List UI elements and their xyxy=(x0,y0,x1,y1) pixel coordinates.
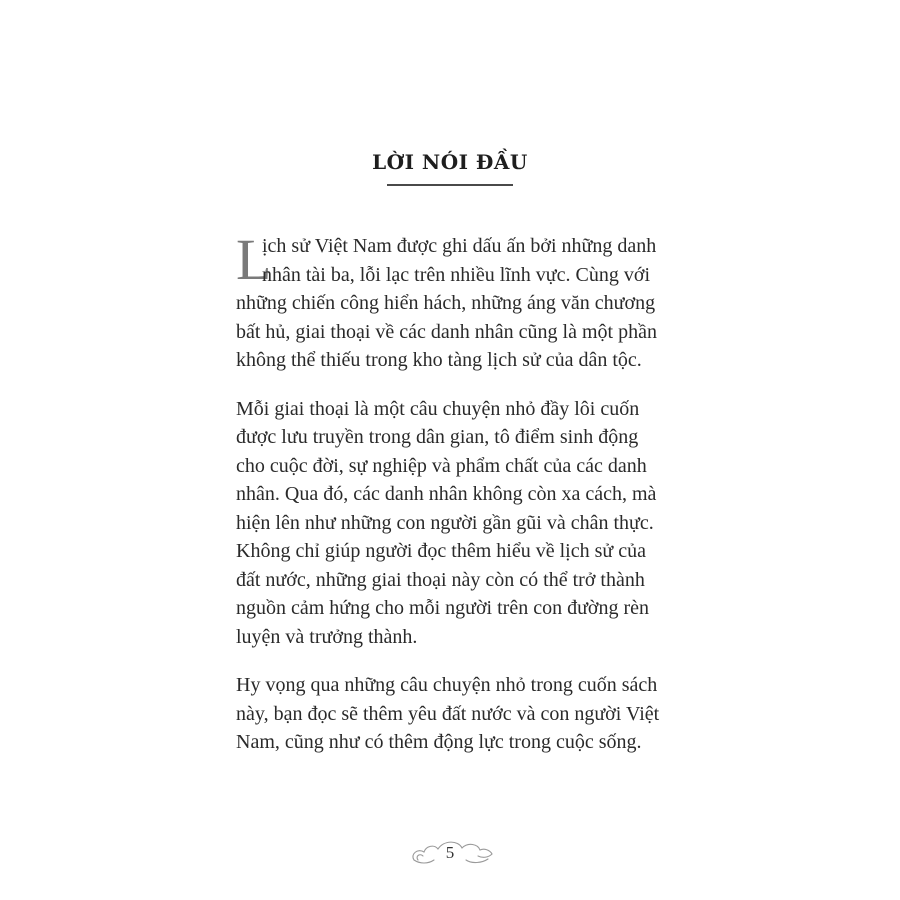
drop-cap: L xyxy=(236,227,272,292)
paragraph-1-line-1: ịch sử Việt Nam được ghi dấu ấn bởi những danh xyxy=(262,235,657,257)
title-underline xyxy=(387,184,513,186)
preface-body xyxy=(236,227,668,777)
page-title: LỜI NÓI ĐẦU xyxy=(372,150,528,174)
paragraph-2: Mỗi giai thoại là một câu chuyện nhỏ đầy lôi cuốn được lưu truyền trong dân gian, tô điểm sinh động cho cuộc đời, sự nghiệp và phẩm chất của các danh nhân. Qua đó, các danh nhân không còn xa cách, mà hiện lên như những con người gần gũi và chân thực. Không chỉ giúp người đọc thêm hiểu về lịch sử của đất nước, những giai thoại này còn có thể trở thành nguồn cảm hứng cho mỗi người trên con đường rèn luyện và trưởng thành. xyxy=(236,397,657,648)
page-number: 5 xyxy=(445,843,455,862)
paragraph-3: Hy vọng qua những câu chuyện nhỏ trong cuốn sách này, bạn đọc sẽ thêm yêu đất nước và con người Việt Nam, cũng như có thêm động lực trong cuộc sống. xyxy=(236,674,660,753)
paragraph-1-line-2: nhân tài ba, lỗi lạc trên nhiều lĩnh vực. Cùng với xyxy=(262,263,650,286)
paragraph-1 xyxy=(236,227,668,375)
paragraph-1-rest: những chiến công hiển hách, những áng văn chương bất hủ, giai thoại về các danh nhân cũng là một phần không thể thiếu trong kho tàng lịch sử của dân tộc. xyxy=(236,292,657,371)
